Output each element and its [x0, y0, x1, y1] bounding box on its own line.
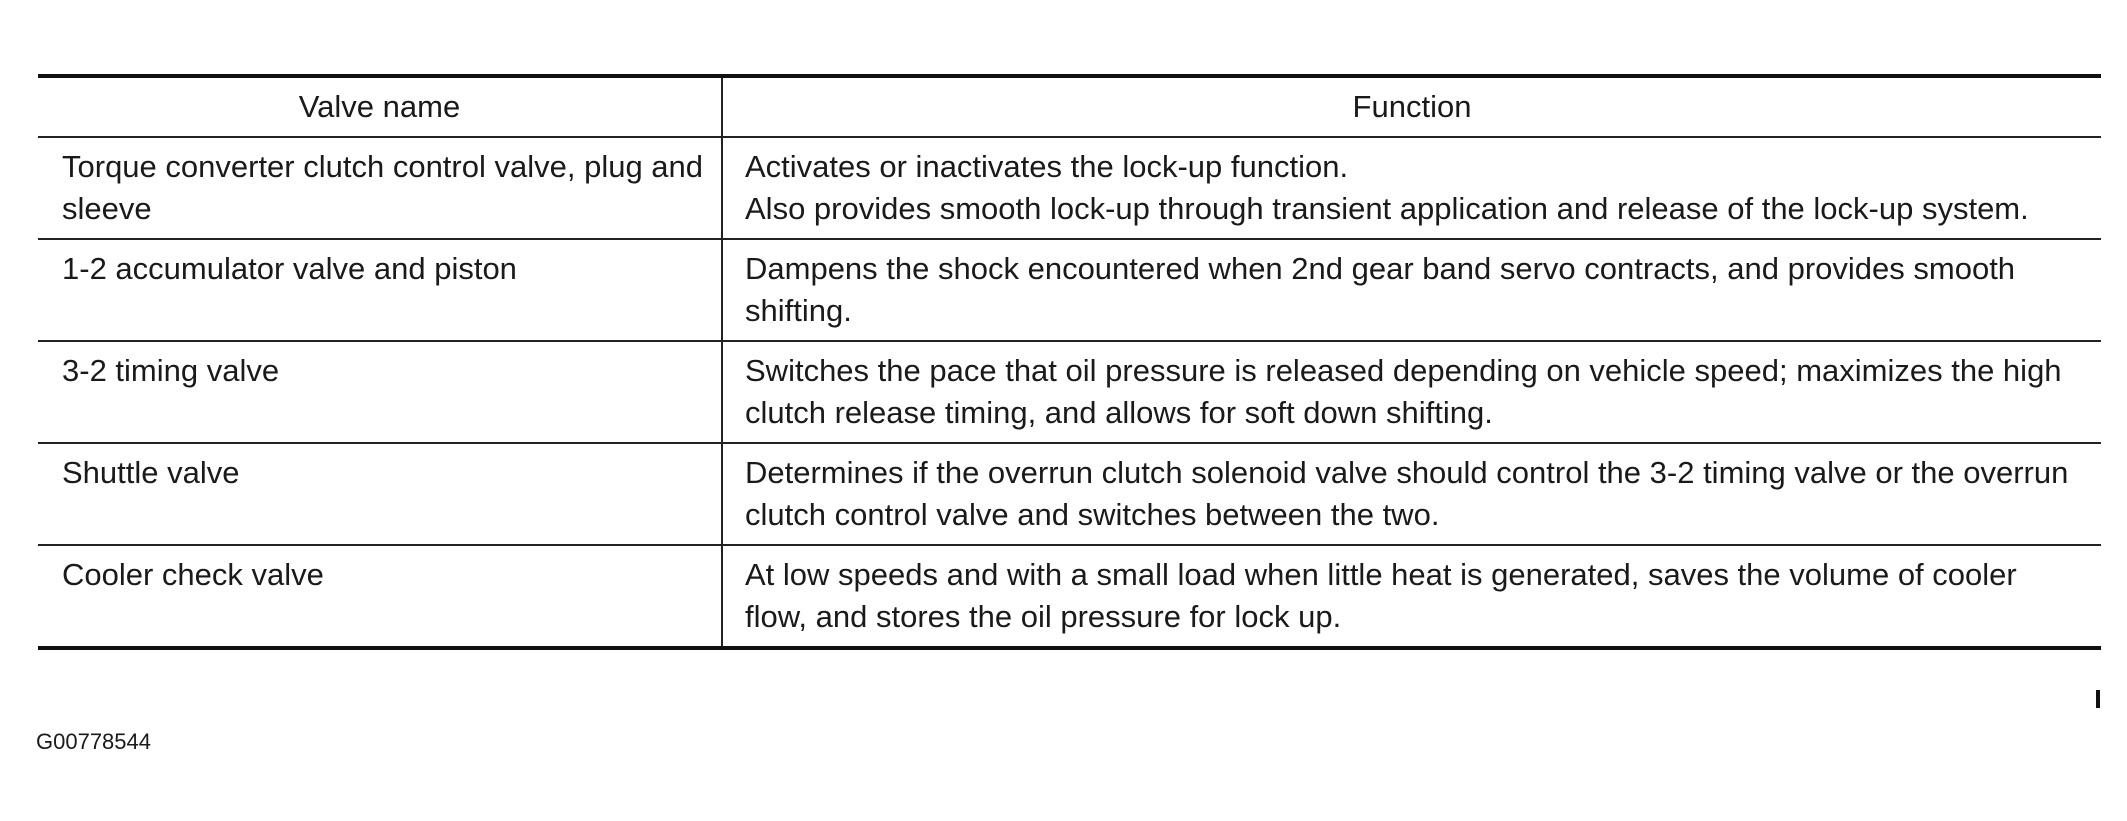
function-text: Also provides smooth lock-up through transient application and release of the lock-up system. [745, 191, 2029, 226]
table-row [38, 545, 2101, 648]
function-cell [722, 137, 2101, 239]
function-text: At low speeds and with a small load when little heat is generated, saves the volume of cooler flow, and stores the oil pressure for lock up. [745, 557, 2017, 634]
table-row [38, 239, 2101, 341]
function-cell [722, 443, 2101, 545]
figure-id-label: G00778544 [36, 729, 151, 754]
table-corner-tick [2096, 690, 2100, 708]
column-header-function: Function [722, 76, 2101, 137]
valve-function-table [38, 74, 2101, 650]
table-row [38, 341, 2101, 443]
table-row [38, 443, 2101, 545]
valve-name-cell: 3-2 timing valve [38, 341, 722, 443]
valve-name-cell: 1-2 accumulator valve and piston [38, 239, 722, 341]
valve-name-cell: Cooler check valve [38, 545, 722, 648]
function-cell [722, 239, 2101, 341]
function-text: Dampens the shock encountered when 2nd gear band servo contracts, and provides smooth shifting. [745, 251, 2016, 328]
function-cell [722, 341, 2101, 443]
valve-name-cell: Shuttle valve [38, 443, 722, 545]
column-header-valve-name: Valve name [38, 76, 722, 137]
function-text: Switches the pace that oil pressure is released depending on vehicle speed; maximizes the high clutch release timing, and allows for soft down shifting. [745, 353, 2062, 430]
function-text: Activates or inactivates the lock-up function. [745, 149, 1349, 184]
function-cell [722, 545, 2101, 648]
valve-name-cell: Torque converter clutch control valve, plug and sleeve [38, 137, 722, 239]
function-text: Determines if the overrun clutch solenoid valve should control the 3-2 timing valve or the overrun clutch control valve and switches between the two. [745, 455, 2069, 532]
table-header-row [38, 76, 2101, 137]
table-row [38, 137, 2101, 239]
